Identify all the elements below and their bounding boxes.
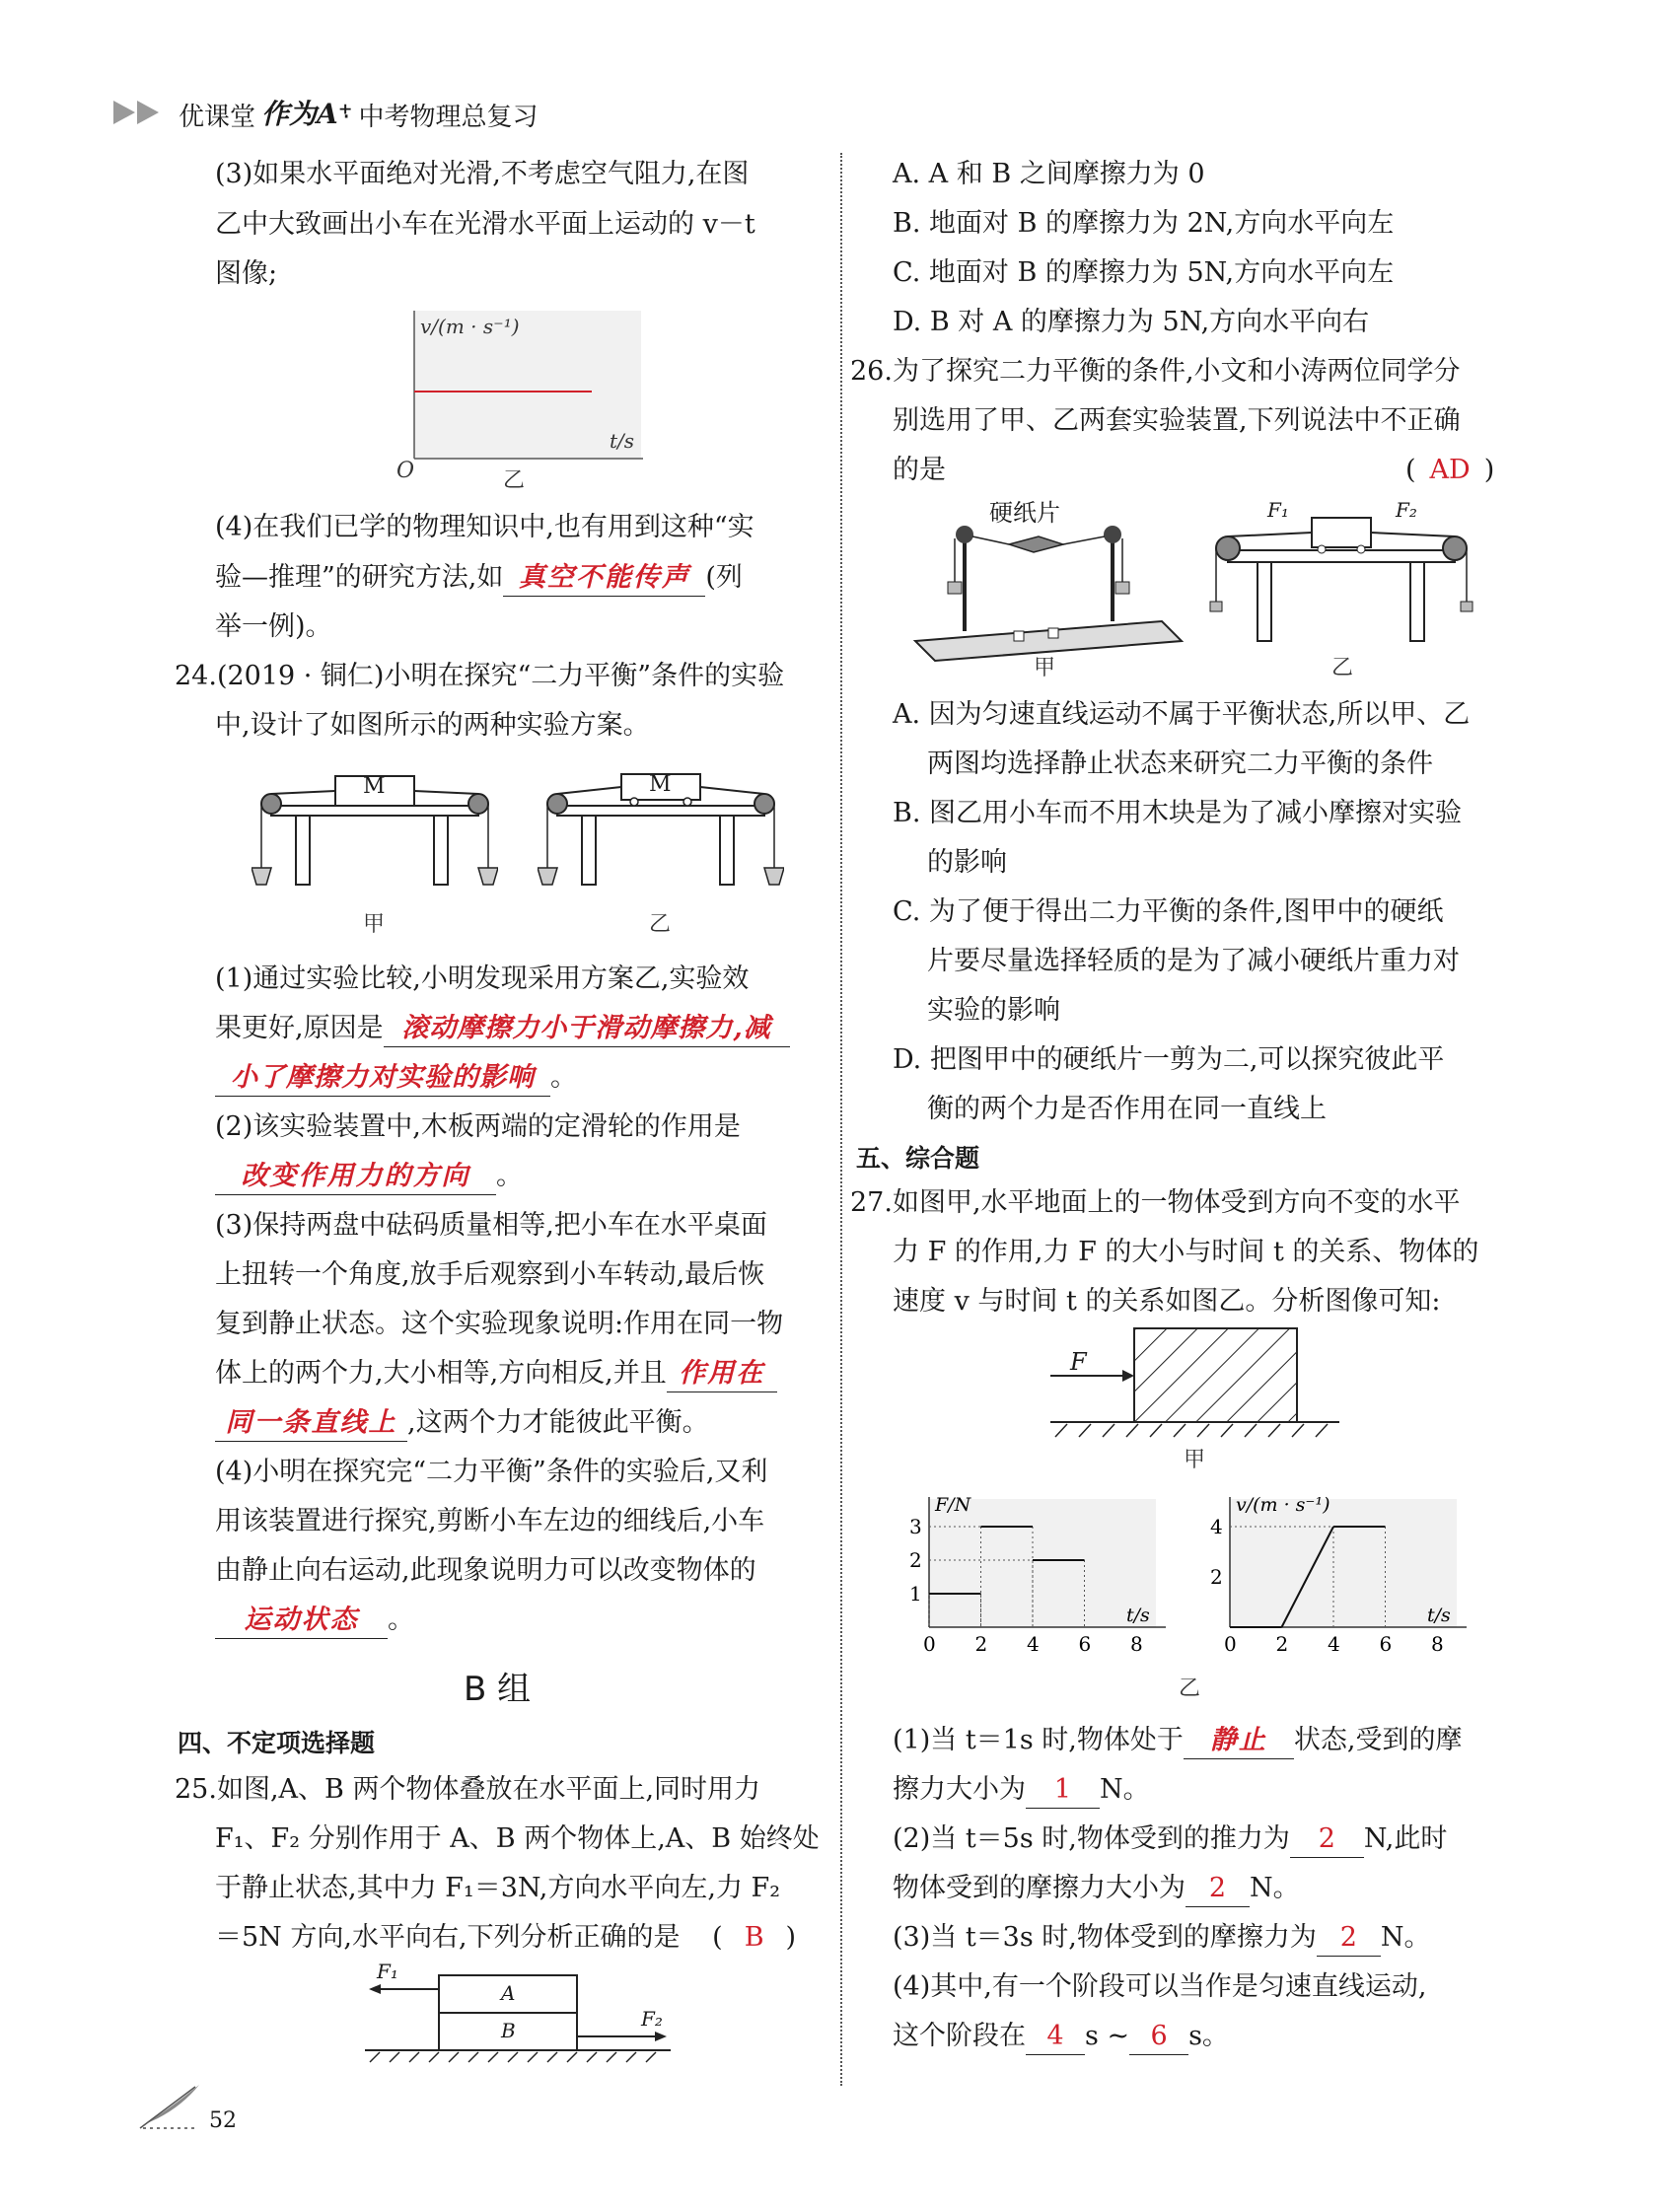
q26-figure-jia	[905, 493, 1186, 685]
q27-2-text3: 物体受到的摩擦力大小为	[893, 1873, 1186, 1903]
q26-caption-jia: 甲	[1034, 656, 1056, 680]
q26-figure-yi	[1208, 493, 1474, 685]
q26-line2: 别选用了甲、乙两套实验装置,下列说法中不正确	[893, 405, 1461, 436]
q24-2-end: 。	[496, 1161, 523, 1191]
vt-ylabel: v/(m · s⁻¹)	[1236, 1494, 1330, 1516]
label-card: 硬纸片	[989, 499, 1060, 527]
q24-4-line1: (4)小明在探究完“二力平衡”条件的实验后,又利	[215, 1457, 768, 1487]
q26-option-b2: 的影响	[927, 847, 1007, 878]
q23-3-line2: 乙中大致画出小车在光滑水平面上运动的 v－t	[215, 209, 755, 240]
q25-line2: F₁、F₂ 分别作用于 A、B 两个物体上,A、B 始终处	[215, 1823, 820, 1854]
vt-caption: 乙	[503, 468, 526, 493]
q27-line1: 27.如图甲,水平地面上的一物体受到方向不变的水平	[850, 1187, 1461, 1218]
q26-caption-yi: 乙	[1331, 656, 1354, 680]
q27-line2: 力 F 的作用,力 F 的大小与时间 t 的关系、物体的	[893, 1237, 1479, 1267]
q27-1-line1	[893, 1716, 1462, 1764]
q27-4-answer1: 4	[1046, 2021, 1064, 2051]
ft-xtick-6: 6	[1078, 1632, 1092, 1656]
q24-3-answer1: 作用在	[679, 1358, 765, 1389]
ft-ytick-1: 1	[909, 1582, 922, 1605]
page-number: 52	[209, 2108, 237, 2133]
q23-4-line2	[215, 553, 743, 602]
label-b: B	[501, 2019, 516, 2042]
q24-figure-yi	[538, 754, 784, 942]
vt-xtick-2: 2	[1275, 1632, 1289, 1656]
q24-2-line2	[215, 1152, 523, 1200]
q24-4-answer: 运动状态	[244, 1605, 359, 1635]
q25-option-c: C. 地面对 B 的摩擦力为 5N,方向水平向左	[893, 257, 1395, 288]
ft-xtick-0: 0	[923, 1632, 936, 1656]
q23-4-answer: 真空不能传声	[518, 562, 690, 593]
label-a: A	[501, 1981, 516, 2005]
q24-1-answer2: 小了摩擦力对实验的影响	[231, 1062, 535, 1093]
q26-option-c2: 片要尽量选择轻质的是为了减小硬纸片重力对	[927, 946, 1460, 976]
q27-1-text: (1)当 t＝1s 时,物体处于	[893, 1725, 1184, 1755]
q27-1-answer2: 1	[1053, 1774, 1072, 1805]
q24-3-line4	[215, 1349, 777, 1397]
q24-line2: 中,设计了如图所示的两种实验方案。	[215, 710, 650, 741]
q27-1-answer: 静止	[1209, 1725, 1267, 1755]
label-force-f: F	[1070, 1348, 1087, 1376]
q27-4-text3: s。	[1188, 2021, 1229, 2051]
vt-ylabel: v/(m · s⁻¹)	[420, 315, 520, 338]
double-arrow-icon	[113, 99, 173, 126]
q24-1-end: 。	[550, 1062, 577, 1093]
q24-3-line2: 上扭转一个角度,放手后观察到小车转动,最后恢	[215, 1259, 765, 1290]
q26-option-c3: 实验的影响	[927, 995, 1060, 1026]
q27-1-text2: 状态,受到的摩	[1293, 1725, 1463, 1755]
q24-1-line3	[215, 1053, 577, 1102]
vt-xlabel: t/s	[610, 429, 635, 453]
q24-1-line2	[215, 1004, 790, 1052]
q24-3-line5	[215, 1398, 709, 1447]
q27-3-answer: 2	[1339, 1922, 1357, 1953]
vt-origin: O	[396, 459, 415, 483]
vt-ytick-4: 4	[1210, 1515, 1223, 1538]
column-divider	[840, 153, 842, 2086]
ft-xtick-8: 8	[1130, 1632, 1143, 1656]
q23-3-line1: (3)如果水平面绝对光滑,不考虑空气阻力,在图	[215, 159, 750, 189]
q26-line3: 的是 ( AD )	[893, 455, 1495, 485]
q27-2-answer2: 2	[1208, 1873, 1227, 1903]
q23-3-line3: 图像;	[215, 258, 278, 289]
label-f1-q26: F₁	[1267, 498, 1289, 522]
q27-1-text3: 擦力大小为	[893, 1774, 1026, 1805]
q24-4-line3: 由静止向右运动,此现象说明力可以改变物体的	[215, 1555, 756, 1586]
q27-line3: 速度 v 与时间 t 的关系如图乙。分析图像可知:	[893, 1286, 1441, 1317]
vt-xtick-4: 4	[1328, 1632, 1340, 1656]
q27-3-line1	[893, 1913, 1431, 1962]
q27-figure-jia	[1045, 1326, 1341, 1474]
ft-xtick-2: 2	[974, 1632, 988, 1656]
vt-plot-bg	[1230, 1499, 1457, 1627]
caption-jia: 甲	[363, 912, 386, 937]
header-logo: 作为A⁺	[261, 98, 353, 130]
q27-2-text: (2)当 t＝5s 时,物体受到的推力为	[893, 1823, 1290, 1854]
q26-option-d2: 衡的两个力是否作用在同一直线上	[927, 1094, 1327, 1124]
header-brand: 优课堂	[179, 103, 256, 132]
label-f2: F₂	[641, 2007, 663, 2031]
q27-2-text2: N,此时	[1363, 1823, 1448, 1854]
vt-ytick-2: 2	[1210, 1565, 1223, 1589]
section-4-title: 四、不定项选择题	[178, 1729, 376, 1757]
q24-3-text2: ,这两个力才能彼此平衡。	[407, 1407, 709, 1438]
q27-caption-yi: 乙	[1179, 1677, 1201, 1701]
q26-answer: AD	[1429, 455, 1471, 485]
block-m-yi: M	[649, 772, 672, 797]
block-m-jia: M	[363, 774, 386, 799]
q25-line3: 于静止状态,其中力 F₁＝3N,方向水平向左,力 F₂	[215, 1873, 781, 1903]
q27-3-text: (3)当 t＝3s 时,物体受到的摩擦力为	[893, 1922, 1317, 1953]
q27-2-line1	[893, 1815, 1447, 1863]
q24-1-text: 果更好,原因是	[215, 1013, 384, 1043]
ft-chart	[898, 1489, 1184, 1667]
vt-xtick-6: 6	[1379, 1632, 1393, 1656]
label-f2-q26: F₂	[1396, 498, 1417, 522]
q24-4-line4	[215, 1596, 414, 1644]
q24-figure-jia	[252, 754, 498, 942]
q26-option-b1: B. 图乙用小车而不用木块是为了减小摩擦对实验	[893, 798, 1463, 828]
q26-option-d1: D. 把图甲中的硬纸片一剪为二,可以探究彼此平	[893, 1044, 1445, 1075]
group-b-title: B 组	[464, 1670, 532, 1709]
q26-option-a2: 两图均选择静止状态来研究二力平衡的条件	[927, 749, 1433, 779]
q24-1-line1: (1)通过实验比较,小明发现采用方案乙,实验效	[215, 963, 750, 994]
q25-figure	[365, 1960, 700, 2086]
q24-4-end: 。	[388, 1605, 414, 1635]
ft-xtick-4: 4	[1027, 1632, 1040, 1656]
q25-option-a: A. A 和 B 之间摩擦力为 0	[893, 159, 1205, 189]
vt-chart	[1198, 1489, 1484, 1667]
caption-yi: 乙	[649, 912, 672, 937]
ft-plot-bg	[929, 1499, 1156, 1627]
q27-caption-jia: 甲	[1184, 1448, 1206, 1472]
q27-1-line2	[893, 1765, 1150, 1814]
q26-line1: 26.为了探究二力平衡的条件,小文和小涛两位同学分	[850, 356, 1461, 387]
q24-4-line2: 用该装置进行探究,剪断小车左边的细线后,小车	[215, 1506, 765, 1536]
q24-2-line1: (2)该实验装置中,木板两端的定滑轮的作用是	[215, 1111, 741, 1142]
q27-4-text2: s ~	[1085, 2021, 1130, 2051]
ft-ytick-3: 3	[909, 1515, 922, 1538]
q24-3-line1: (3)保持两盘中砝码质量相等,把小车在水平桌面	[215, 1210, 767, 1241]
q24-2-answer: 改变作用力的方向	[241, 1161, 470, 1191]
q24-3-answer2: 同一条直线上	[225, 1407, 397, 1438]
q25-answer: B	[744, 1922, 764, 1953]
ft-ytick-2: 2	[909, 1548, 922, 1572]
label-f1: F₁	[377, 1960, 398, 1983]
header	[113, 95, 705, 134]
q23-4-text2: (列	[705, 562, 743, 593]
q27-4-line2	[893, 2012, 1229, 2060]
ft-xlabel: t/s	[1126, 1605, 1150, 1626]
q25-option-d: D. B 对 A 的摩擦力为 5N,方向水平向右	[893, 307, 1370, 337]
vt-xtick-8: 8	[1431, 1632, 1444, 1656]
feather-icon	[138, 2081, 207, 2130]
q26-option-a1: A. 因为匀速直线运动不属于平衡状态,所以甲、乙	[893, 699, 1471, 730]
vt-xlabel: t/s	[1427, 1605, 1451, 1626]
vt-graph-smooth	[385, 301, 651, 493]
q27-3-text2: N。	[1380, 1922, 1431, 1953]
q25-line1: 25.如图,A、B 两个物体叠放在水平面上,同时用力	[175, 1774, 761, 1805]
q27-4-text: 这个阶段在	[893, 2021, 1026, 2051]
section-5-title: 五、综合题	[856, 1144, 980, 1173]
q24-3-line3: 复到静止状态。这个实验现象说明:作用在同一物	[215, 1309, 784, 1339]
q27-1-text4: N。	[1100, 1774, 1150, 1805]
q23-4-line3: 举一例)。	[215, 611, 332, 642]
q27-2-line2	[893, 1864, 1300, 1912]
q25-text: ＝5N 方向,水平向右,下列分析正确的是	[215, 1922, 681, 1953]
footer	[138, 2081, 335, 2140]
q25-line4: ＝5N 方向,水平向右,下列分析正确的是 ( B )	[215, 1922, 797, 1953]
q27-2-answer: 2	[1318, 1823, 1335, 1854]
vt-xtick-0: 0	[1224, 1632, 1237, 1656]
header-subtitle: · 中考物理总复习	[342, 103, 539, 132]
q23-4-text: 验—推理”的研究方法,如	[215, 562, 504, 593]
q25-option-b: B. 地面对 B 的摩擦力为 2N,方向水平向左	[893, 208, 1395, 239]
q24-line1: 24.(2019 · 铜仁)小明在探究“二力平衡”条件的实验	[175, 661, 785, 691]
q24-3-text: 体上的两个力,大小相等,方向相反,并且	[215, 1358, 667, 1389]
ft-ylabel: F/N	[935, 1494, 971, 1516]
q27-2-text4: N。	[1250, 1873, 1300, 1903]
q27-4-answer2: 6	[1150, 2021, 1168, 2051]
q23-4-line1: (4)在我们已学的物理知识中,也有用到这种“实	[215, 512, 755, 542]
q27-4-line1: (4)其中,有一个阶段可以当作是匀速直线运动,	[893, 1971, 1427, 2002]
q26-option-c1: C. 为了便于得出二力平衡的条件,图甲中的硬纸	[893, 896, 1444, 927]
q24-1-answer1: 滚动摩擦力小于滑动摩擦力,减	[401, 1013, 771, 1043]
q26-text: 的是	[893, 455, 946, 485]
